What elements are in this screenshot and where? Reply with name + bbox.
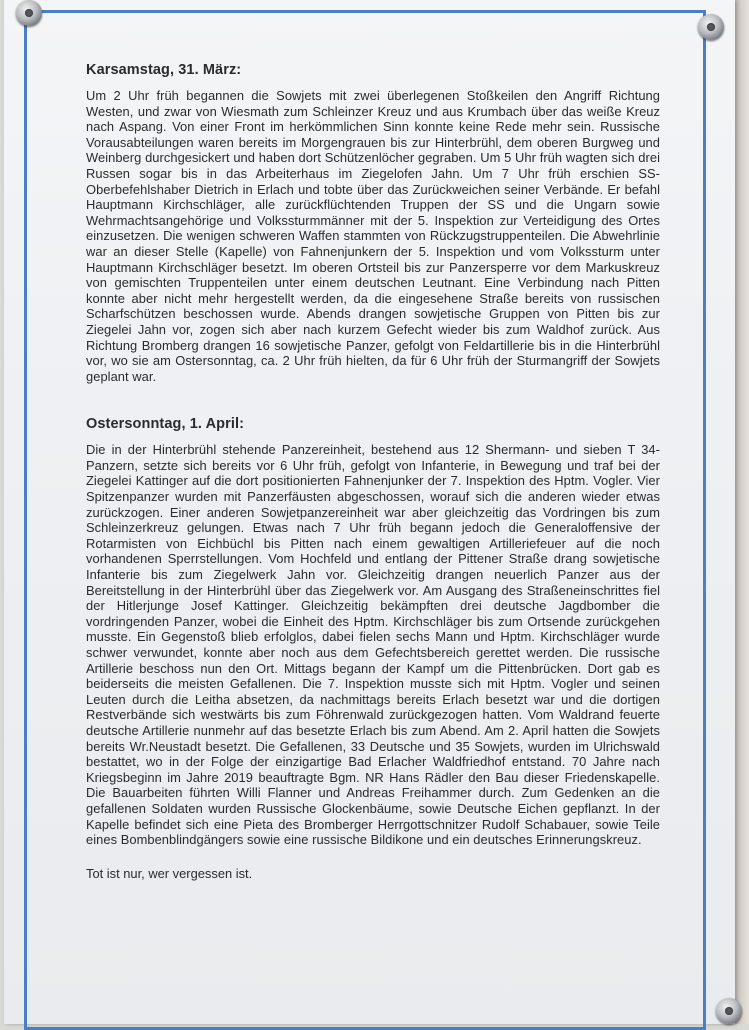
wall-background — [735, 0, 749, 1024]
plaque-text — [86, 62, 660, 894]
section-paragraph: Die in der Hinterbrühl stehende Panzereinheit, bestehend aus 12 Shermann- und sieben T 34-Panzern, setzte sich bereits vor 6 Uhr früh, gefolgt von Infanterie, in Bewegung und traf bei der Ziegelei Kattinger auf die dort positionierten Fahnenjunker der 7. Inspektion des Hptm. Vogler. Vier Spitzenpanzer wurden mit Panzerfäusten abgeschossen, worauf sich die anderen wieder etwas zurückzogen. Einer anderen Sowjetpanzereinheit war aber gleichzeitig das Vordringen bis zum Schleinzerkreuz gelungen. Etwas nach 7 Uhr früh begann jedoch die Generaloffensive der Rotarmisten von Eichbüchl bis Pitten nach einem gewaltigen Artilleriefeuer auf die noch vorhandenen Sperrstellungen. Vom Hochfeld und entlang der Pittener Straße drang sowjetische Infanterie bis zum Ziegelwerk Jahn vor. Gleichzeitig drangen neuerlich Panzer aus der Bereitstellung in der Hinterbrühl über das Ziegelwerk vor. Am Ausgang des Straßeneinschrittes fiel der Hitlerjunge Josef Kattinger. Gleichzeitig bekämpften drei deutsche Jagdbomber die vordringenden Panzer, wobei die Einheit des Hptm. Kirchschläger bis zum Ortsende zurückgehen musste. Ein Gegenstoß blieb erfolglos, dabei fielen sechs Mann und Hptm. Kirchschläger wurde schwer verwundet, konnte aber noch aus dem Gefechtsbereich gerettet werden. Die russische Artillerie beschoss nun den Ort. Mittags begann der Kampf um die Pittenbrücken. Dort gab es beiderseits die meisten Gefallenen. Die 7. Inspektion musste sich mit Hptm. Vogler und seinen Leuten durch die Leitha absetzen, da nachmittags bereits Erlach besetzt war und die dortigen Restverbände sich westwärts bis zum Föhrenwald zurückgezogen hatten. Vom Waldrand feuerte deutsche Artillerie nunmehr auf das besetzte Erlach bis zum Abend. Am 2. April hatten die Sowjets bereits Wr.Neustadt besetzt. Die Gefallenen, 33 Deutsche und 35 Sowjets, wurden im Ulrichswald bestattet, wo in der Folge der einzigartige Bad Erlacher Waldfriedhof entstand. 70 Jahre nach Kriegsbeginn im Jahre 2019 beauftragte Bgm. NR Hans Rädler den Bau dieser Friedenskapelle. Die Bauarbeiten führten Willi Flanner und Andreas Freihammer durch. Zum Gedenken an die gefallenen Soldaten wurden Russische Glockenbäume, sowie Deutsche Eichen gepflanzt. In der Kapelle befindet sich eine Pieta des Bromberger Herrgottschnitzer Rudolf Schabauer, sowie Teile eines Bombenblindgängers sowie eine russische Bildikone und ein deutsches Erinnerungskreuz. — [86, 442, 660, 848]
screw-icon — [716, 998, 742, 1024]
section-ostersonntag — [86, 416, 660, 847]
section-heading: Ostersonntag, 1. April: — [86, 416, 245, 433]
section-karsamstag — [86, 62, 660, 384]
section-paragraph: Um 2 Uhr früh begannen die Sowjets mit zwei überlegenen Stoßkeilen den Angriff Richtung Westen, und zwar von Wiesmath zum Schleinzer Kreuz und aus Krumbach über das weiße Kreuz nach Aspang. Von einer Front im herkömmlichen Sinn konnte keine Rede mehr sein. Russische Vorausabteilungen waren bereits im Morgengrauen bis zur Hinterbrühl, dem oberen Burgweg und Weinberg durchgesickert und haben dort Schützenlöcher gegraben. Um 5 Uhr früh wagten sich drei Russen sogar bis in das Arbeiterhaus im Ziegelofen Jahn. Um 7 Uhr früh erschien SS-Oberbefehlshaber Dietrich in Erlach und tobte über das Zurückweichen seiner Verbände. Er befahl Hauptmann Kirchschläger, alle zurückflüchtenden Truppen der SS und die Ungarn sowie Wehrmachtsangehörige und Volkssturmmänner mit der 5. Inspektion zur Verteidigung des Ortes einzusetzen. Die wenigen schweren Waffen stammten von Rückzugstruppenteilen. Die Abwehrlinie war an dieser Stelle (Kapelle) von Fahnenjunkern der 5. Inspektion und vom Volkssturm unter Hauptmann Kirchschläger besetzt. Im oberen Ortsteil bis zur Panzersperre vor dem Markuskreuz von gemischten Truppenteilen unter einem deutschen Leutnant. Eine Verbindung nach Pitten konnte aber nicht mehr hergestellt werden, da die eingesehene Straße bereits von russischen Scharfschützen beschossen wurde. Abends drangen sowjetische Gruppen von Pitten bis zur Ziegelei Jahn vor, zogen sich aber nach kurzem Gefecht wieder bis zum Waldhof zurück. Aus Richtung Bromberg drangen 16 sowjetische Panzer, gefolgt von Feldartillerie bis in die Hinterbrühl vor, wo sie am Ostersonntag, ca. 2 Uhr früh hielten, da für 6 Uhr früh der Sturmangriff der Sowjets geplant war. — [86, 88, 660, 384]
screw-icon — [698, 14, 724, 40]
closing-line: Tot ist nur, wer vergessen ist. — [86, 865, 253, 881]
screw-icon — [16, 0, 42, 26]
section-heading: Karsamstag, 31. März: — [86, 62, 242, 78]
